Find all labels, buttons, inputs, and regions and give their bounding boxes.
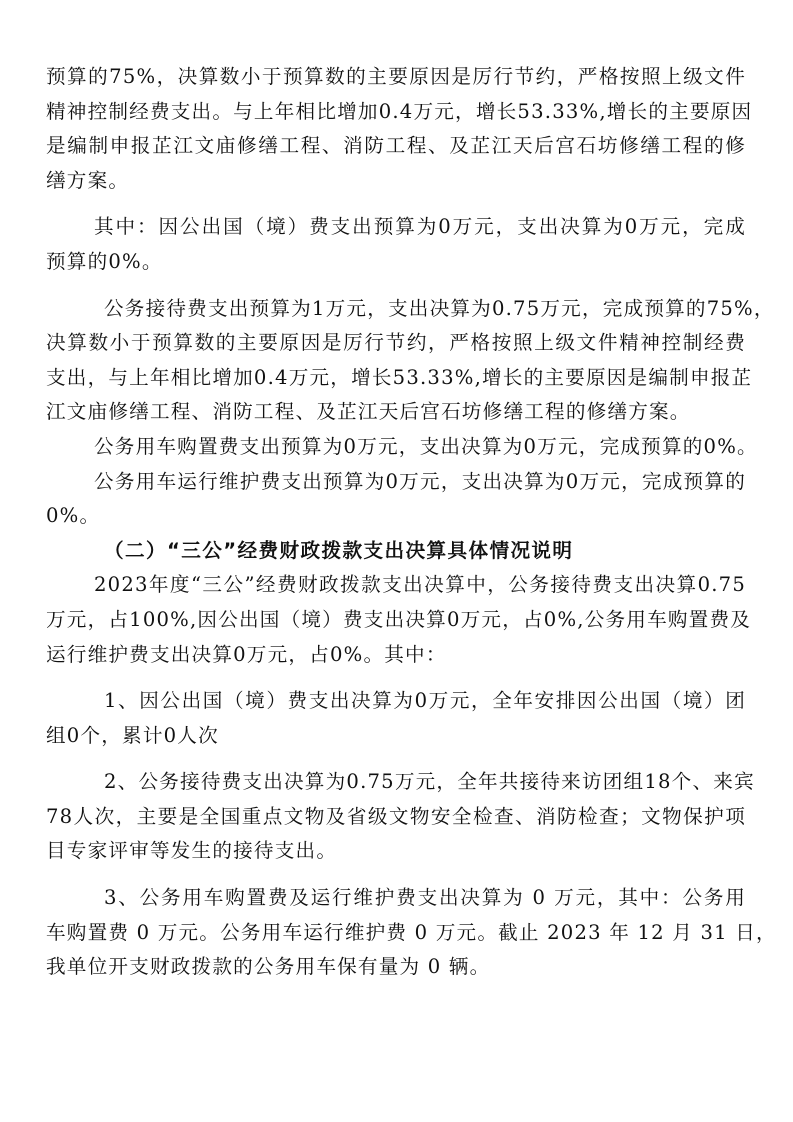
text-line: 目专家评审等发生的接待支出。 — [46, 839, 338, 863]
text-line: 车购置费 0 万元。公务用车运行维护费 0 万元。截止 2023 年 12 月 31 日， — [46, 920, 777, 944]
text-line: 组0个，累计0人次 — [46, 723, 219, 747]
text-line: 1、因公出国（境）费支出决算为0万元，全年安排因公出国（境）团 — [104, 689, 746, 713]
text-line: 精神控制经费支出。与上年相比增加0.4万元，增长53.33%,增长的主要原因 — [46, 99, 753, 123]
paragraph-gap — [46, 672, 746, 684]
document-body — [46, 60, 777, 985]
text-line: 是编制申报芷江文庙修缮工程、消防工程、及芷江天后宫石坊修缮工程的修 — [46, 134, 746, 158]
text-line: 公务接待费支出预算为1万元，支出决算为0.75万元，完成预算的75%， — [104, 296, 775, 320]
text-line: 0%。 — [46, 504, 101, 528]
text-line: 我单位开支财政拨款的公务用车保有量为 0 辆。 — [46, 955, 491, 979]
text-line: 预算的0%。 — [46, 249, 163, 273]
text-line: 3、公务用车购置费及运行维护费支出决算为 0 万元，其中：公务用 — [104, 886, 746, 910]
paragraph-budget-continuation — [46, 60, 753, 198]
paragraph-gap — [46, 198, 746, 210]
paragraph-summary — [46, 568, 752, 672]
text-line: 支出，与上年相比增加0.4万元，增长53.33%,增长的主要原因是编制申报芷 — [46, 365, 753, 389]
section-heading: （二）“三公”经费财政拨款支出决算具体情况说明 — [104, 538, 574, 562]
text-line: 78人次，主要是全国重点文物及省级文物安全检查、消防检查；文物保护项 — [46, 804, 746, 828]
text-line: 2023年度“三公”经费财政拨款支出决算中，公务接待费支出决算0.75 — [94, 573, 746, 597]
text-line: 公务用车运行维护费支出预算为0万元，支出决算为0万元，完成预算的 — [94, 469, 746, 493]
text-line: 缮方案。 — [46, 168, 130, 192]
text-line: 预算的75%，决算数小于预算数的主要原因是厉行节约，严格按照上级文件 — [46, 65, 746, 88]
paragraph-vehicle-purchase — [46, 430, 758, 465]
text-line: 运行维护费支出决算0万元，占0%。其中： — [46, 642, 447, 666]
paragraph-gap — [46, 753, 746, 765]
text-line: 决算数小于预算数的主要原因是厉行节约，严格按照上级文件精神控制经费 — [46, 331, 746, 355]
paragraph-abroad-expense — [46, 210, 746, 279]
list-item-abroad — [46, 684, 746, 753]
text-line: 2、公务接待费支出决算为0.75万元，全年共接待来访团组18个、来宾 — [104, 770, 755, 794]
text-line: 万元，占100%,因公出国（境）费支出决算0万元，占0%,公务用车购置费及 — [46, 607, 752, 631]
paragraph-gap — [46, 280, 746, 292]
text-line: 江文庙修缮工程、消防工程、及芷江天后宫石坊修缮工程的修缮方案。 — [46, 400, 691, 424]
paragraph-gap — [46, 869, 746, 881]
list-item-vehicle — [46, 881, 777, 985]
text-line: 公务用车购置费支出预算为0万元，支出决算为0万元，完成预算的0%。 — [94, 434, 758, 458]
text-line: 其中：因公出国（境）费支出预算为0万元，支出决算为0万元，完成 — [94, 215, 746, 239]
paragraph-vehicle-operation — [46, 465, 746, 534]
paragraph-reception-expense — [46, 292, 775, 430]
list-item-reception — [46, 765, 755, 869]
